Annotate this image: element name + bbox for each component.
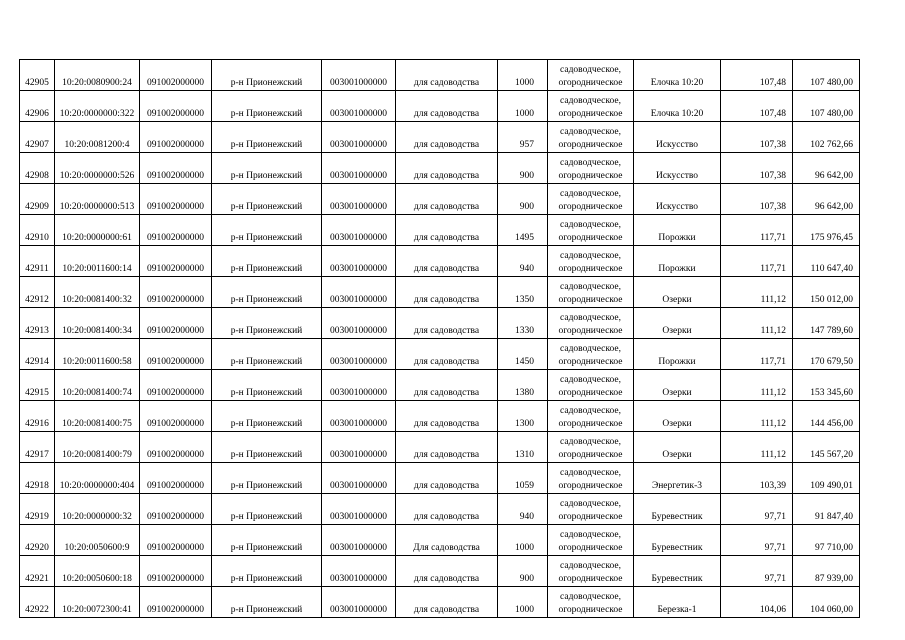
table-body bbox=[20, 60, 860, 618]
district-cell: р-н Прионежский bbox=[212, 525, 322, 556]
district-cell: р-н Прионежский bbox=[212, 246, 322, 277]
oktmo-code-cell: 091002000000 bbox=[140, 370, 212, 401]
locality-cell: Озерки bbox=[634, 308, 721, 339]
area-cell: 1300 bbox=[498, 401, 548, 432]
district-cell: р-н Прионежский bbox=[212, 494, 322, 525]
permitted-use-cell: Для садоводства bbox=[396, 525, 498, 556]
locality-cell: Буревестник bbox=[634, 556, 721, 587]
row-number-cell: 42906 bbox=[20, 91, 55, 122]
permitted-use-cell: для садоводства bbox=[396, 122, 498, 153]
row-number-cell: 42914 bbox=[20, 339, 55, 370]
oktmo-code-cell: 091002000000 bbox=[140, 246, 212, 277]
purpose-cell: садоводческое, огородническое bbox=[548, 246, 634, 277]
table-row bbox=[20, 370, 860, 401]
table-row bbox=[20, 246, 860, 277]
locality-cell: Буревестник bbox=[634, 494, 721, 525]
row-number-cell: 42919 bbox=[20, 494, 55, 525]
category-code-cell: 003001000000 bbox=[322, 401, 396, 432]
cadastral-number-cell: 10:20:0000000:404 bbox=[55, 463, 140, 494]
cadastral-value-cell: 97 710,00 bbox=[793, 525, 860, 556]
cadastral-number-cell: 10:20:0081200:4 bbox=[55, 122, 140, 153]
table-row bbox=[20, 432, 860, 463]
district-cell: р-н Прионежский bbox=[212, 184, 322, 215]
oktmo-code-cell: 091002000000 bbox=[140, 556, 212, 587]
area-cell: 1380 bbox=[498, 370, 548, 401]
locality-cell: Порожки bbox=[634, 339, 721, 370]
specific-value-cell: 104,06 bbox=[721, 587, 793, 618]
permitted-use-cell: для садоводства bbox=[396, 60, 498, 91]
specific-value-cell: 111,12 bbox=[721, 308, 793, 339]
cadastral-number-cell: 10:20:0000000:322 bbox=[55, 91, 140, 122]
cadastral-number-cell: 10:20:0011600:58 bbox=[55, 339, 140, 370]
permitted-use-cell: для садоводства bbox=[396, 277, 498, 308]
category-code-cell: 003001000000 bbox=[322, 215, 396, 246]
locality-cell: Березка-1 bbox=[634, 587, 721, 618]
locality-cell: Порожки bbox=[634, 246, 721, 277]
cadastral-number-cell: 10:20:0081400:75 bbox=[55, 401, 140, 432]
cadastral-value-cell: 147 789,60 bbox=[793, 308, 860, 339]
purpose-cell: садоводческое, огородническое bbox=[548, 184, 634, 215]
district-cell: р-н Прионежский bbox=[212, 339, 322, 370]
oktmo-code-cell: 091002000000 bbox=[140, 432, 212, 463]
table-row bbox=[20, 184, 860, 215]
specific-value-cell: 107,48 bbox=[721, 91, 793, 122]
cadastral-value-cell: 102 762,66 bbox=[793, 122, 860, 153]
permitted-use-cell: для садоводства bbox=[396, 184, 498, 215]
row-number-cell: 42913 bbox=[20, 308, 55, 339]
purpose-cell: садоводческое, огородническое bbox=[548, 432, 634, 463]
row-number-cell: 42907 bbox=[20, 122, 55, 153]
locality-cell: Энергетик-3 bbox=[634, 463, 721, 494]
purpose-cell: садоводческое, огородническое bbox=[548, 277, 634, 308]
oktmo-code-cell: 091002000000 bbox=[140, 184, 212, 215]
row-number-cell: 42905 bbox=[20, 60, 55, 91]
district-cell: р-н Прионежский bbox=[212, 463, 322, 494]
oktmo-code-cell: 091002000000 bbox=[140, 463, 212, 494]
locality-cell: Озерки bbox=[634, 401, 721, 432]
cadastral-value-cell: 170 679,50 bbox=[793, 339, 860, 370]
locality-cell: Озерки bbox=[634, 432, 721, 463]
specific-value-cell: 111,12 bbox=[721, 277, 793, 308]
category-code-cell: 003001000000 bbox=[322, 277, 396, 308]
category-code-cell: 003001000000 bbox=[322, 91, 396, 122]
cadastral-value-cell: 153 345,60 bbox=[793, 370, 860, 401]
oktmo-code-cell: 091002000000 bbox=[140, 60, 212, 91]
locality-cell: Буревестник bbox=[634, 525, 721, 556]
cadastral-value-cell: 96 642,00 bbox=[793, 184, 860, 215]
permitted-use-cell: для садоводства bbox=[396, 370, 498, 401]
table-row bbox=[20, 494, 860, 525]
purpose-cell: садоводческое, огородническое bbox=[548, 587, 634, 618]
purpose-cell: садоводческое, огородническое bbox=[548, 370, 634, 401]
permitted-use-cell: для садоводства bbox=[396, 401, 498, 432]
cadastral-value-cell: 110 647,40 bbox=[793, 246, 860, 277]
purpose-cell: садоводческое, огородническое bbox=[548, 463, 634, 494]
cadastral-number-cell: 10:20:0050600:9 bbox=[55, 525, 140, 556]
table-row bbox=[20, 60, 860, 91]
row-number-cell: 42911 bbox=[20, 246, 55, 277]
cadastral-number-cell: 10:20:0081400:32 bbox=[55, 277, 140, 308]
cadastral-number-cell: 10:20:0080900:24 bbox=[55, 60, 140, 91]
area-cell: 957 bbox=[498, 122, 548, 153]
table-row bbox=[20, 91, 860, 122]
cadastral-value-cell: 104 060,00 bbox=[793, 587, 860, 618]
category-code-cell: 003001000000 bbox=[322, 122, 396, 153]
category-code-cell: 003001000000 bbox=[322, 556, 396, 587]
purpose-cell: садоводческое, огородническое bbox=[548, 556, 634, 587]
permitted-use-cell: для садоводства bbox=[396, 308, 498, 339]
specific-value-cell: 107,38 bbox=[721, 122, 793, 153]
purpose-cell: садоводческое, огородническое bbox=[548, 153, 634, 184]
table-row bbox=[20, 463, 860, 494]
category-code-cell: 003001000000 bbox=[322, 339, 396, 370]
row-number-cell: 42909 bbox=[20, 184, 55, 215]
cadastral-value-cell: 87 939,00 bbox=[793, 556, 860, 587]
purpose-cell: садоводческое, огородническое bbox=[548, 122, 634, 153]
cadastral-value-cell: 107 480,00 bbox=[793, 60, 860, 91]
purpose-cell: садоводческое, огородническое bbox=[548, 525, 634, 556]
area-cell: 940 bbox=[498, 494, 548, 525]
specific-value-cell: 107,48 bbox=[721, 60, 793, 91]
permitted-use-cell: для садоводства bbox=[396, 246, 498, 277]
table-row bbox=[20, 277, 860, 308]
purpose-cell: садоводческое, огородническое bbox=[548, 91, 634, 122]
area-cell: 940 bbox=[498, 246, 548, 277]
cadastral-number-cell: 10:20:0081400:79 bbox=[55, 432, 140, 463]
locality-cell: Озерки bbox=[634, 277, 721, 308]
purpose-cell: садоводческое, огородническое bbox=[548, 339, 634, 370]
area-cell: 1000 bbox=[498, 525, 548, 556]
oktmo-code-cell: 091002000000 bbox=[140, 494, 212, 525]
cadastral-value-cell: 145 567,20 bbox=[793, 432, 860, 463]
district-cell: р-н Прионежский bbox=[212, 556, 322, 587]
area-cell: 1330 bbox=[498, 308, 548, 339]
specific-value-cell: 111,12 bbox=[721, 401, 793, 432]
district-cell: р-н Прионежский bbox=[212, 277, 322, 308]
cadastral-number-cell: 10:20:0000000:526 bbox=[55, 153, 140, 184]
row-number-cell: 42912 bbox=[20, 277, 55, 308]
purpose-cell: садоводческое, огородническое bbox=[548, 494, 634, 525]
area-cell: 900 bbox=[498, 153, 548, 184]
permitted-use-cell: для садоводства bbox=[396, 432, 498, 463]
cadastral-value-cell: 175 976,45 bbox=[793, 215, 860, 246]
specific-value-cell: 97,71 bbox=[721, 525, 793, 556]
area-cell: 1350 bbox=[498, 277, 548, 308]
cadastral-number-cell: 10:20:0072300:41 bbox=[55, 587, 140, 618]
table-row bbox=[20, 215, 860, 246]
area-cell: 1495 bbox=[498, 215, 548, 246]
specific-value-cell: 97,71 bbox=[721, 494, 793, 525]
specific-value-cell: 107,38 bbox=[721, 184, 793, 215]
area-cell: 1310 bbox=[498, 432, 548, 463]
cadastral-number-cell: 10:20:0000000:513 bbox=[55, 184, 140, 215]
area-cell: 1000 bbox=[498, 587, 548, 618]
permitted-use-cell: для садоводства bbox=[396, 91, 498, 122]
district-cell: р-н Прионежский bbox=[212, 308, 322, 339]
table-row bbox=[20, 401, 860, 432]
land-valuation-table bbox=[19, 59, 860, 618]
specific-value-cell: 117,71 bbox=[721, 246, 793, 277]
oktmo-code-cell: 091002000000 bbox=[140, 91, 212, 122]
district-cell: р-н Прионежский bbox=[212, 60, 322, 91]
category-code-cell: 003001000000 bbox=[322, 246, 396, 277]
cadastral-value-cell: 107 480,00 bbox=[793, 91, 860, 122]
specific-value-cell: 97,71 bbox=[721, 556, 793, 587]
category-code-cell: 003001000000 bbox=[322, 525, 396, 556]
row-number-cell: 42917 bbox=[20, 432, 55, 463]
category-code-cell: 003001000000 bbox=[322, 308, 396, 339]
oktmo-code-cell: 091002000000 bbox=[140, 525, 212, 556]
district-cell: р-н Прионежский bbox=[212, 153, 322, 184]
purpose-cell: садоводческое, огородническое bbox=[548, 401, 634, 432]
cadastral-number-cell: 10:20:0081400:74 bbox=[55, 370, 140, 401]
district-cell: р-н Прионежский bbox=[212, 91, 322, 122]
cadastral-value-cell: 96 642,00 bbox=[793, 153, 860, 184]
specific-value-cell: 117,71 bbox=[721, 339, 793, 370]
cadastral-number-cell: 10:20:0000000:61 bbox=[55, 215, 140, 246]
row-number-cell: 42910 bbox=[20, 215, 55, 246]
district-cell: р-н Прионежский bbox=[212, 370, 322, 401]
oktmo-code-cell: 091002000000 bbox=[140, 215, 212, 246]
table-row bbox=[20, 525, 860, 556]
cadastral-value-cell: 150 012,00 bbox=[793, 277, 860, 308]
specific-value-cell: 103,39 bbox=[721, 463, 793, 494]
row-number-cell: 42922 bbox=[20, 587, 55, 618]
district-cell: р-н Прионежский bbox=[212, 215, 322, 246]
locality-cell: Искусство bbox=[634, 184, 721, 215]
permitted-use-cell: для садоводства bbox=[396, 153, 498, 184]
permitted-use-cell: для садоводства bbox=[396, 587, 498, 618]
locality-cell: Елочка 10:20 bbox=[634, 91, 721, 122]
purpose-cell: садоводческое, огородническое bbox=[548, 308, 634, 339]
specific-value-cell: 107,38 bbox=[721, 153, 793, 184]
cadastral-value-cell: 91 847,40 bbox=[793, 494, 860, 525]
category-code-cell: 003001000000 bbox=[322, 370, 396, 401]
area-cell: 1000 bbox=[498, 91, 548, 122]
category-code-cell: 003001000000 bbox=[322, 153, 396, 184]
specific-value-cell: 117,71 bbox=[721, 215, 793, 246]
oktmo-code-cell: 091002000000 bbox=[140, 277, 212, 308]
district-cell: р-н Прионежский bbox=[212, 432, 322, 463]
locality-cell: Порожки bbox=[634, 215, 721, 246]
table-row bbox=[20, 153, 860, 184]
locality-cell: Елочка 10:20 bbox=[634, 60, 721, 91]
locality-cell: Озерки bbox=[634, 370, 721, 401]
permitted-use-cell: для садоводства bbox=[396, 556, 498, 587]
area-cell: 1059 bbox=[498, 463, 548, 494]
row-number-cell: 42916 bbox=[20, 401, 55, 432]
row-number-cell: 42908 bbox=[20, 153, 55, 184]
purpose-cell: садоводческое, огородническое bbox=[548, 60, 634, 91]
table-row bbox=[20, 587, 860, 618]
district-cell: р-н Прионежский bbox=[212, 401, 322, 432]
category-code-cell: 003001000000 bbox=[322, 184, 396, 215]
permitted-use-cell: для садоводства bbox=[396, 339, 498, 370]
table-row bbox=[20, 556, 860, 587]
row-number-cell: 42920 bbox=[20, 525, 55, 556]
oktmo-code-cell: 091002000000 bbox=[140, 153, 212, 184]
row-number-cell: 42915 bbox=[20, 370, 55, 401]
permitted-use-cell: для садоводства bbox=[396, 494, 498, 525]
cadastral-value-cell: 109 490,01 bbox=[793, 463, 860, 494]
table-row bbox=[20, 308, 860, 339]
locality-cell: Искусство bbox=[634, 153, 721, 184]
district-cell: р-н Прионежский bbox=[212, 122, 322, 153]
row-number-cell: 42921 bbox=[20, 556, 55, 587]
area-cell: 1000 bbox=[498, 60, 548, 91]
oktmo-code-cell: 091002000000 bbox=[140, 308, 212, 339]
locality-cell: Искусство bbox=[634, 122, 721, 153]
oktmo-code-cell: 091002000000 bbox=[140, 587, 212, 618]
category-code-cell: 003001000000 bbox=[322, 463, 396, 494]
cadastral-number-cell: 10:20:0000000:32 bbox=[55, 494, 140, 525]
specific-value-cell: 111,12 bbox=[721, 432, 793, 463]
table-row bbox=[20, 122, 860, 153]
cadastral-number-cell: 10:20:0050600:18 bbox=[55, 556, 140, 587]
permitted-use-cell: для садоводства bbox=[396, 215, 498, 246]
cadastral-number-cell: 10:20:0011600:14 bbox=[55, 246, 140, 277]
table-row bbox=[20, 339, 860, 370]
permitted-use-cell: для садоводства bbox=[396, 463, 498, 494]
category-code-cell: 003001000000 bbox=[322, 587, 396, 618]
district-cell: р-н Прионежский bbox=[212, 587, 322, 618]
oktmo-code-cell: 091002000000 bbox=[140, 122, 212, 153]
area-cell: 900 bbox=[498, 556, 548, 587]
category-code-cell: 003001000000 bbox=[322, 60, 396, 91]
cadastral-number-cell: 10:20:0081400:34 bbox=[55, 308, 140, 339]
category-code-cell: 003001000000 bbox=[322, 494, 396, 525]
oktmo-code-cell: 091002000000 bbox=[140, 401, 212, 432]
category-code-cell: 003001000000 bbox=[322, 432, 396, 463]
specific-value-cell: 111,12 bbox=[721, 370, 793, 401]
area-cell: 900 bbox=[498, 184, 548, 215]
area-cell: 1450 bbox=[498, 339, 548, 370]
purpose-cell: садоводческое, огородническое bbox=[548, 215, 634, 246]
cadastral-value-cell: 144 456,00 bbox=[793, 401, 860, 432]
row-number-cell: 42918 bbox=[20, 463, 55, 494]
oktmo-code-cell: 091002000000 bbox=[140, 339, 212, 370]
